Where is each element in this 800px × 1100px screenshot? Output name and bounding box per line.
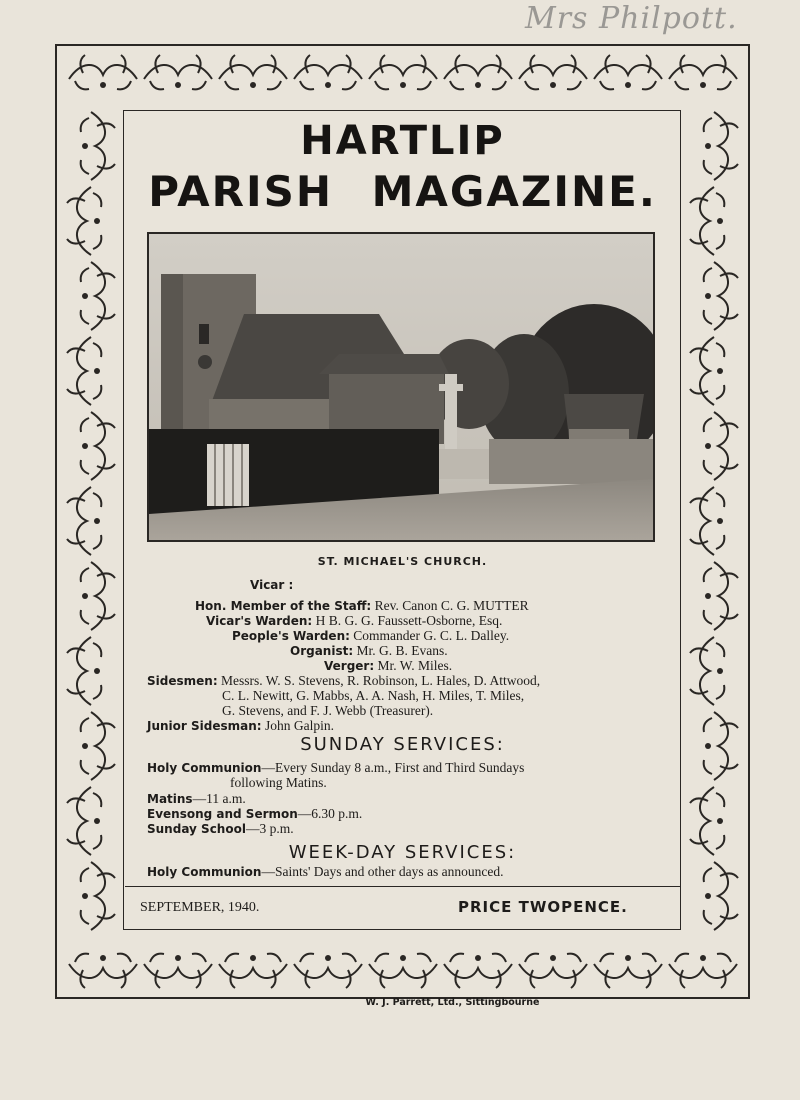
service-item: Holy Communion—Every Sunday 8 a.m., First and Third Sundays [147,760,525,775]
masthead-title-line1: HARTLIP [300,118,505,164]
service-item: Sunday School—3 p.m. [147,821,294,836]
service-item-cont: following Matins. [230,775,327,790]
staff-vicar: Vicar : [250,578,294,592]
staff-verger: Verger: Mr. W. Miles. [324,658,453,673]
staff-sidesmen: Sidesmen: Messrs. W. S. Stevens, R. Robinson, L. Hales, D. Attwood, [147,673,541,688]
staff-hon-member: Hon. Member of the Staff: Rev. Canon C. G. MUTTER [195,598,529,613]
staff-sidesmen-cont: C. L. Newitt, G. Mabbs, A. A. Nash, H. Miles, T. Miles, [222,688,525,703]
service-item: Evensong and Sermon—6.30 p.m. [147,806,363,821]
service-item: Matins—11 a.m. [147,791,246,806]
issue-date: SEPTEMBER, 1940. [140,900,260,915]
ornament-left-border [62,108,120,933]
service-item: Holy Communion—Saints' Days and other days as announced. [147,864,504,879]
staff-peoples-warden: People's Warden: Commander G. C. L. Dalley. [232,628,510,643]
staff-junior-sidesman: Junior Sidesman: John Galpin. [147,718,334,733]
sunday-services-heading: SUNDAY SERVICES: [300,734,505,755]
printer-imprint: W. J. Parrett, Ltd., Sittingbourne [365,997,540,1008]
ornament-top-border [65,50,740,108]
ornament-right-border [685,108,743,933]
staff-organist: Organist: Mr. G. B. Evans. [290,643,448,658]
photo-caption: ST. MICHAEL'S CHURCH. [317,555,488,568]
handwritten-note: Mrs Philpott. [525,1,738,36]
ornament-bottom-border [65,935,740,993]
masthead-title-line2: PARISH MAGAZINE. [148,167,657,216]
issue-price: PRICE TWOPENCE. [458,898,628,916]
church-photograph [147,232,655,542]
footer-rule [125,886,680,887]
staff-sidesmen-cont: G. Stevens, and F. J. Webb (Treasurer). [222,703,434,718]
staff-vicars-warden: Vicar's Warden: H B. G. G. Faussett-Osborne, Esq. [206,613,503,628]
weekday-services-heading: WEEK-DAY SERVICES: [288,842,517,863]
